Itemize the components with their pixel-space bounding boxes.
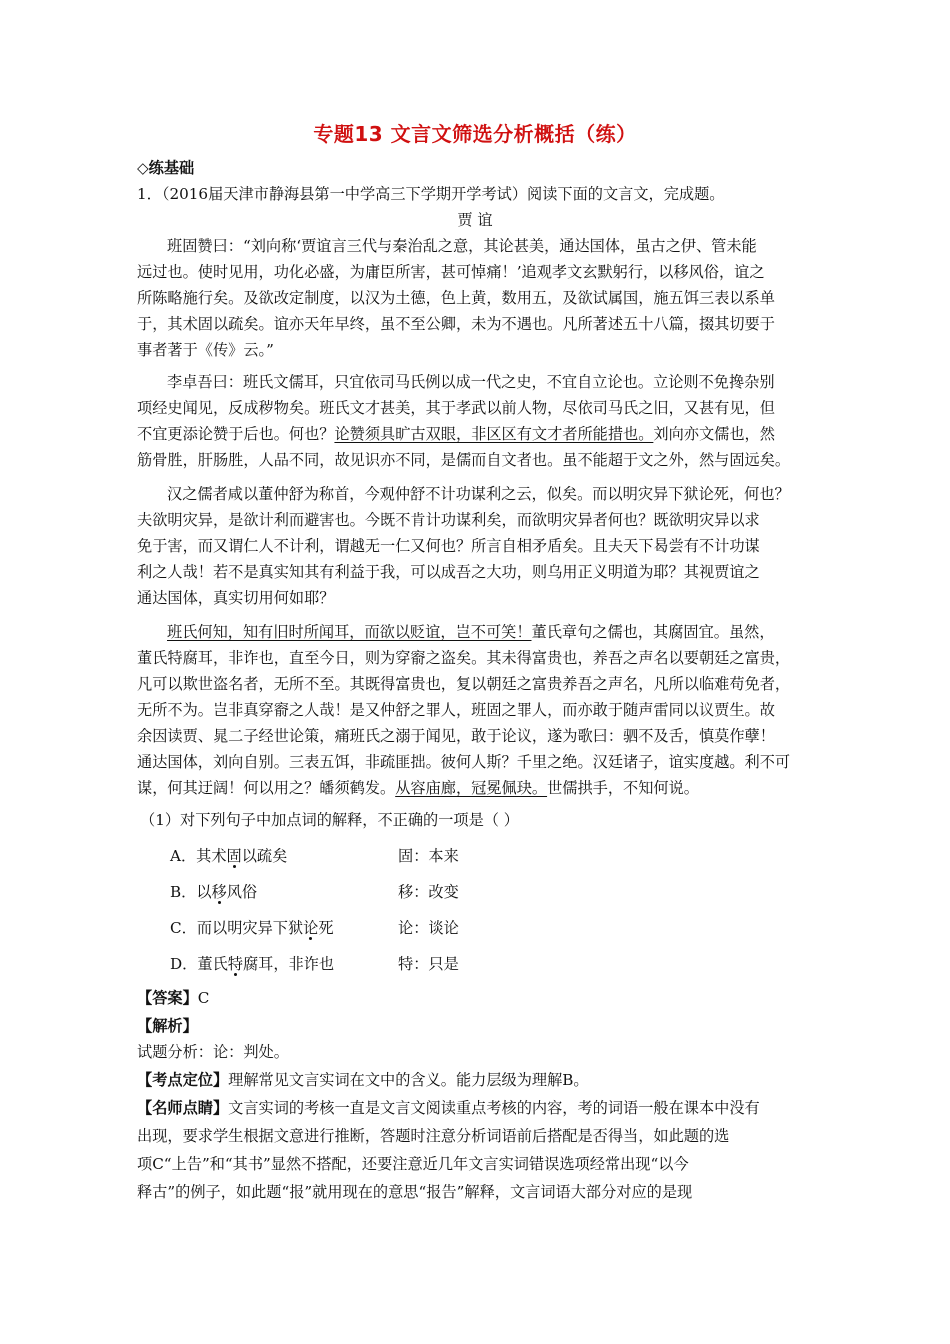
passage-line: 于，其术固以疏矣。谊亦天年早终，虽不至公卿，未为不遇也。凡所著述五十八篇，掇其切要于 [137,315,775,333]
option-b-definition: 移：改变 [398,883,459,901]
mingshi-line: 释古”的例子，如此题“报”就用现在的意思“报告”解释，文言词语大部分对应的是现 [137,1183,693,1201]
kaodian-line: 【考点定位】理解常见文言实词在文中的含义。能力层级为理解B。 [137,1071,589,1089]
option-c: C．而以明灾异下狱论死 [170,919,334,937]
passage-line: 筋骨胜，肝肠胜，人品不同，故见识亦不同，是儒而自文者也。虽不能超于文之外，然与固远矣。 [137,451,791,469]
passage-line: 夫欲明灾异，是欲计利而避害也。今既不肯计功谋利矣，而欲明灾异者何也？既欲明灾异以求 [137,511,760,529]
passage-line: 事者著于《传》云。” [137,341,274,359]
passage-line: 远过也。使时见用，功化必盛，为庸臣所害，甚可悼痛！’追观孝文玄默躬行，以移风俗，谊之 [137,263,765,281]
dotted-word: 固 [226,847,242,865]
passage-line: 利之人哉！若不是真实知其有利益于我，可以成吾之大功，则乌用正义明道为耶？其视贾谊之 [137,563,760,581]
passage-line: 班氏何知，知有旧时所闻耳，而欲以贬谊，岂不可笑！董氏章句之儒也，其腐固宜。虽然， [167,623,775,641]
option-a-definition: 固：本来 [398,847,459,865]
answer-line: 【答案】C [137,989,210,1007]
passage-line: 李卓吾曰：班氏文儒耳，只宜依司马氏例以成一代之史，不宜自立论也。立论则不免搀杂别 [167,373,775,391]
passage-line: 汉之儒者咸以董仲舒为称首，今观仲舒不计功谋利之云，似矣。而以明灾异下狱论死，何也？ [167,485,790,503]
underlined-sentence: 论赞须具旷古双眼，非区区有文才者所能措也。 [334,425,654,443]
question-intro: 1．（2016届天津市静海县第一中学高三下学期开学考试）阅读下面的文言文，完成题。 [137,185,725,203]
passage-line: 所陈略施行矣。及欲改定制度，以汉为土德，色上黄，数用五，及欲试属国，施五饵三表以系单 [137,289,775,307]
option-d: D．董氏特腐耳，非诈也 [170,955,335,973]
option-c-definition: 论：谈论 [398,919,459,937]
passage-line: 董氏特腐耳，非诈也，直至今日，则为穿窬之盗矣。其未得富贵也，养吾之声名以要朝廷之富贵， [137,649,791,667]
option-a: A．其术固以疏矣 [170,847,288,865]
passage-line: 不宜更添论赞于后也。何也？论赞须具旷古双眼，非区区有文才者所能措也。刘向亦文儒也，然 [137,425,775,443]
dotted-word: 特 [227,955,243,973]
dotted-word: 论 [303,919,319,937]
underlined-sentence: 班氏何知，知有旧时所闻耳，而欲以贬谊，岂不可笑！ [167,623,532,641]
passage-line: 班固赞曰：“刘向称‘贾谊言三代与秦治乱之意，其论甚美，通达国体，虽古之伊、管未能 [167,237,757,255]
mingshi-line: 【名师点睛】文言实词的考核一直是文言文阅读重点考核的内容，考的词语一般在课本中没有 [137,1099,760,1117]
mingshi-line: 出现，要求学生根据文意进行推断，答题时注意分析词语前后搭配是否得当，如此题的选 [137,1127,730,1145]
passage-title: 贾 谊 [457,211,493,229]
passage-line: 无所不为。岂非真穿窬之人哉！是又仲舒之罪人，班固之罪人，而亦敢于随声雷同以议贾生。故 [137,701,775,719]
analysis-heading: 【解析】 [137,1017,198,1035]
analysis-text: 试题分析：论：判处。 [137,1043,289,1061]
dotted-word: 移 [211,883,227,901]
passage-line: 通达国体，真实切用何如耶？ [137,589,335,607]
section-heading: ◇练基础 [137,159,195,177]
mingshi-line: 项C“上告”和“其书”显然不搭配，还要注意近几年文言实词错误选项经常出现“以今 [137,1155,689,1173]
passage-line: 通达国体，刘向自别。三表五饵，非疏匪拙。彼何人斯？千里之绝。汉廷诸子，谊实度越。利不可 [137,753,791,771]
passage-line: 凡可以欺世盗名者，无所不至。其既得富贵也，复以朝廷之富贵养吾之声名，凡所以临难苟免者， [137,675,791,693]
option-d-definition: 特：只是 [398,955,459,973]
passage-line: 项经史闻见，反成秽物矣。班氏文才甚美，其于孝武以前人物，尽依司马氏之旧，又甚有见，但 [137,399,775,417]
passage-line: 免于害，而又谓仁人不计利，谓越无一仁又何也？所言自相矛盾矣。且夫天下曷尝有不计功谋 [137,537,760,555]
underlined-sentence: 从容庙廊，冠冕佩玦。 [395,779,548,797]
page-title: 专题13 文言文筛选分析概括（练） [313,122,637,146]
question-stem: （1）对下列句子中加点词的解释，不正确的一项是（ ） [140,811,519,829]
option-b: B．以移风俗 [170,883,258,901]
passage-line: 余因读贾、晁二子经世论策，痛班氏之溺于闻见，敢于论议，遂为歌曰：驷不及舌，慎莫作孽！ [137,727,775,745]
passage-line: 谋，何其迂阔！何以用之？皤须鹤发。从容庙廊，冠冕佩玦。世儒拱手，不知何说。 [137,779,699,797]
